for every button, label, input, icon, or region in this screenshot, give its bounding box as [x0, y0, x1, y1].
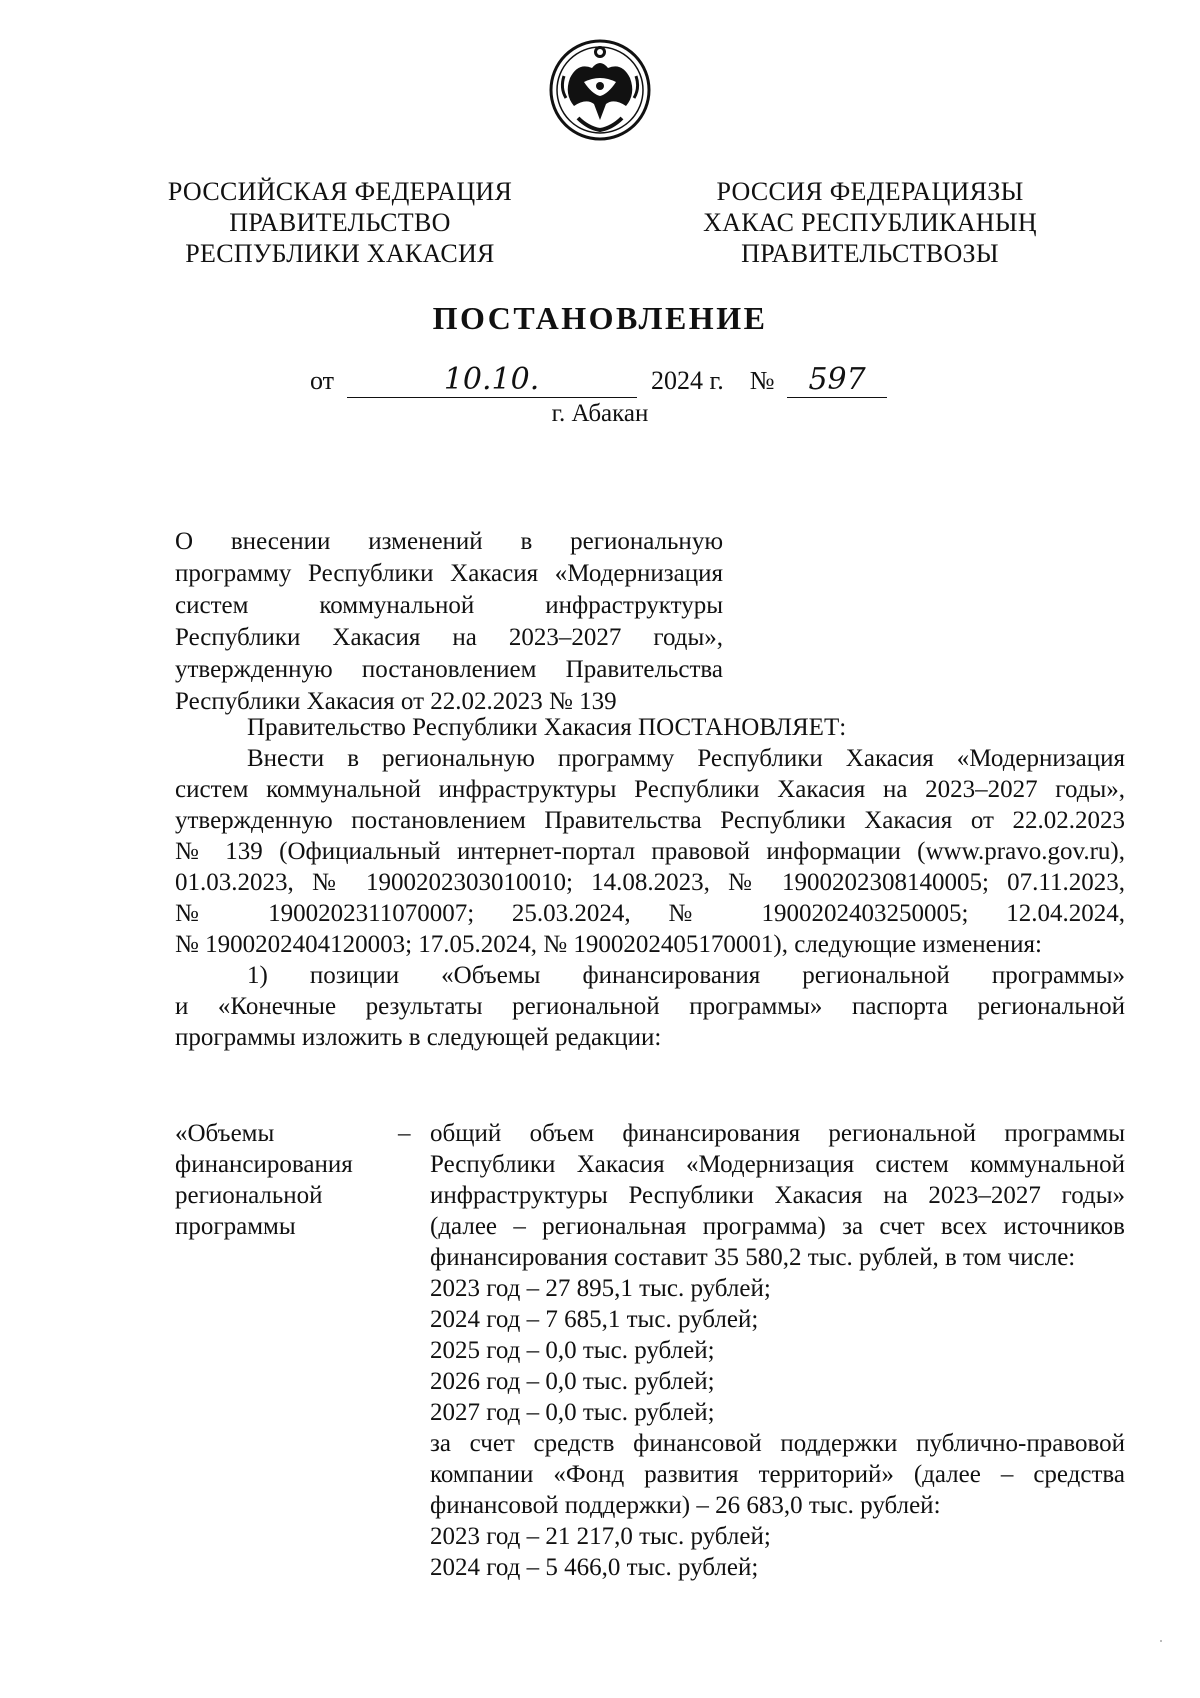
- item-line: и «Конечные результаты региональной программы» паспорта региональной: [175, 993, 1125, 1020]
- item-line: программы изложить в следующей редакции:: [175, 1024, 662, 1051]
- document-body: [175, 712, 1125, 1053]
- year-label: 2024 г.: [651, 366, 724, 395]
- label-line: программы: [175, 1213, 296, 1240]
- coat-of-arms-icon: [548, 38, 652, 142]
- item-line: 1) позиции «Объемы финансирования региональной программы»: [247, 962, 1125, 989]
- header-right-line: РОССИЯ ФЕДЕРАЦИЯЗЫ: [716, 177, 1024, 206]
- paragraph-line: Внести в региональную программу Республики Хакасия «Модернизация: [247, 745, 1125, 772]
- table-text-line: 2027 год – 0,0 тыс. рублей;: [430, 1399, 715, 1426]
- subject-line: Республики Хакасия на 2023–2027 годы»,: [175, 624, 723, 651]
- paragraph-line: 01.03.2023, № 1900202303010010; 14.08.2023, № 1900202308140005; 07.11.2023,: [175, 869, 1125, 896]
- subject-line: утвержденную постановлением Правительства: [175, 656, 723, 683]
- table-text-line: (далее – региональная программа) за счет всех источников: [430, 1213, 1125, 1240]
- scan-speck: [1160, 1640, 1162, 1642]
- table-text-line: общий объем финансирования региональной программы: [430, 1120, 1125, 1147]
- number-field: [787, 362, 887, 398]
- label-line: региональной: [175, 1182, 323, 1209]
- paragraph-line: № 1900202404120003; 17.05.2024, № 1900202405170001), следующие изменения:: [175, 931, 1042, 958]
- table-text-line: финансирования составит 35 580,2 тыс. рублей, в том числе:: [430, 1244, 1076, 1271]
- table-text-line: 2024 год – 5 466,0 тыс. рублей;: [430, 1554, 759, 1581]
- header-right-line: ПРАВИТЕЛЬСТВОЗЫ: [741, 239, 999, 268]
- table-text-cell: [430, 1118, 1125, 1583]
- table-text-line: Республики Хакасия «Модернизация систем коммунальной: [430, 1151, 1125, 1178]
- table-text-line: 2024 год – 7 685,1 тыс. рублей;: [430, 1306, 759, 1333]
- table-text-line: инфраструктуры Республики Хакасия на 2023–2027 годы»: [430, 1182, 1125, 1209]
- table-text-line: за счет средств финансовой поддержки публично-правовой: [430, 1430, 1125, 1457]
- table-text-line: 2023 год – 21 217,0 тыс. рублей;: [430, 1523, 771, 1550]
- date-handwritten: 10.10.: [443, 362, 540, 397]
- date-field: [347, 362, 637, 398]
- paragraph-line: систем коммунальной инфраструктуры Республики Хакасия на 2023–2027 годы»,: [175, 776, 1125, 803]
- document-subject: [175, 526, 723, 718]
- table-text-line: 2023 год – 27 895,1 тыс. рублей;: [430, 1275, 771, 1302]
- subject-line: О внесении изменений в региональную: [175, 528, 723, 555]
- header-left-line: РОССИЙСКАЯ ФЕДЕРАЦИЯ: [167, 177, 513, 206]
- subject-line: программу Республики Хакасия «Модернизация: [175, 560, 723, 587]
- document-title: ПОСТАНОВЛЕНИЕ: [432, 300, 768, 336]
- table-label-cell: [175, 1118, 385, 1242]
- number-label: №: [749, 366, 775, 395]
- table-text-line: 2025 год – 0,0 тыс. рублей;: [430, 1337, 715, 1364]
- table-text-line: компании «Фонд развития территорий» (далее – средства: [430, 1461, 1125, 1488]
- paragraph-line: утвержденную постановлением Правительства Республики Хакасия от 22.02.2023: [175, 807, 1125, 834]
- number-handwritten: 597: [808, 362, 866, 397]
- header-left-line: РЕСПУБЛИКИ ХАКАСИЯ: [185, 239, 495, 268]
- city-label: г. Абакан: [551, 400, 649, 427]
- header-left-line: ПРАВИТЕЛЬСТВО: [229, 208, 451, 237]
- subject-line: Республики Хакасия от 22.02.2023 № 139: [175, 688, 617, 715]
- decree-line: Правительство Республики Хакасия ПОСТАНОВЛЯЕТ:: [247, 714, 847, 741]
- header-left: [160, 176, 520, 269]
- paragraph-line: № 139 (Официальный интернет-портал правовой информации (www.pravo.gov.ru),: [175, 838, 1125, 865]
- paragraph-line: № 1900202311070007; 25.03.2024, № 1900202403250005; 12.04.2024,: [175, 900, 1125, 927]
- header-right-line: ХАКАС РЕСПУБЛИКАНЫҢ: [703, 208, 1037, 237]
- date-number-line: [310, 362, 887, 398]
- table-dash: –: [398, 1120, 411, 1147]
- label-line: финансирования: [175, 1151, 353, 1178]
- header-right: [690, 176, 1050, 269]
- label-line: «Объемы: [175, 1120, 275, 1147]
- subject-line: систем коммунальной инфраструктуры: [175, 592, 723, 619]
- table-text-line: финансовой поддержки) – 26 683,0 тыс. рублей:: [430, 1492, 941, 1519]
- from-label: от: [310, 366, 335, 395]
- table-text-line: 2026 год – 0,0 тыс. рублей;: [430, 1368, 715, 1395]
